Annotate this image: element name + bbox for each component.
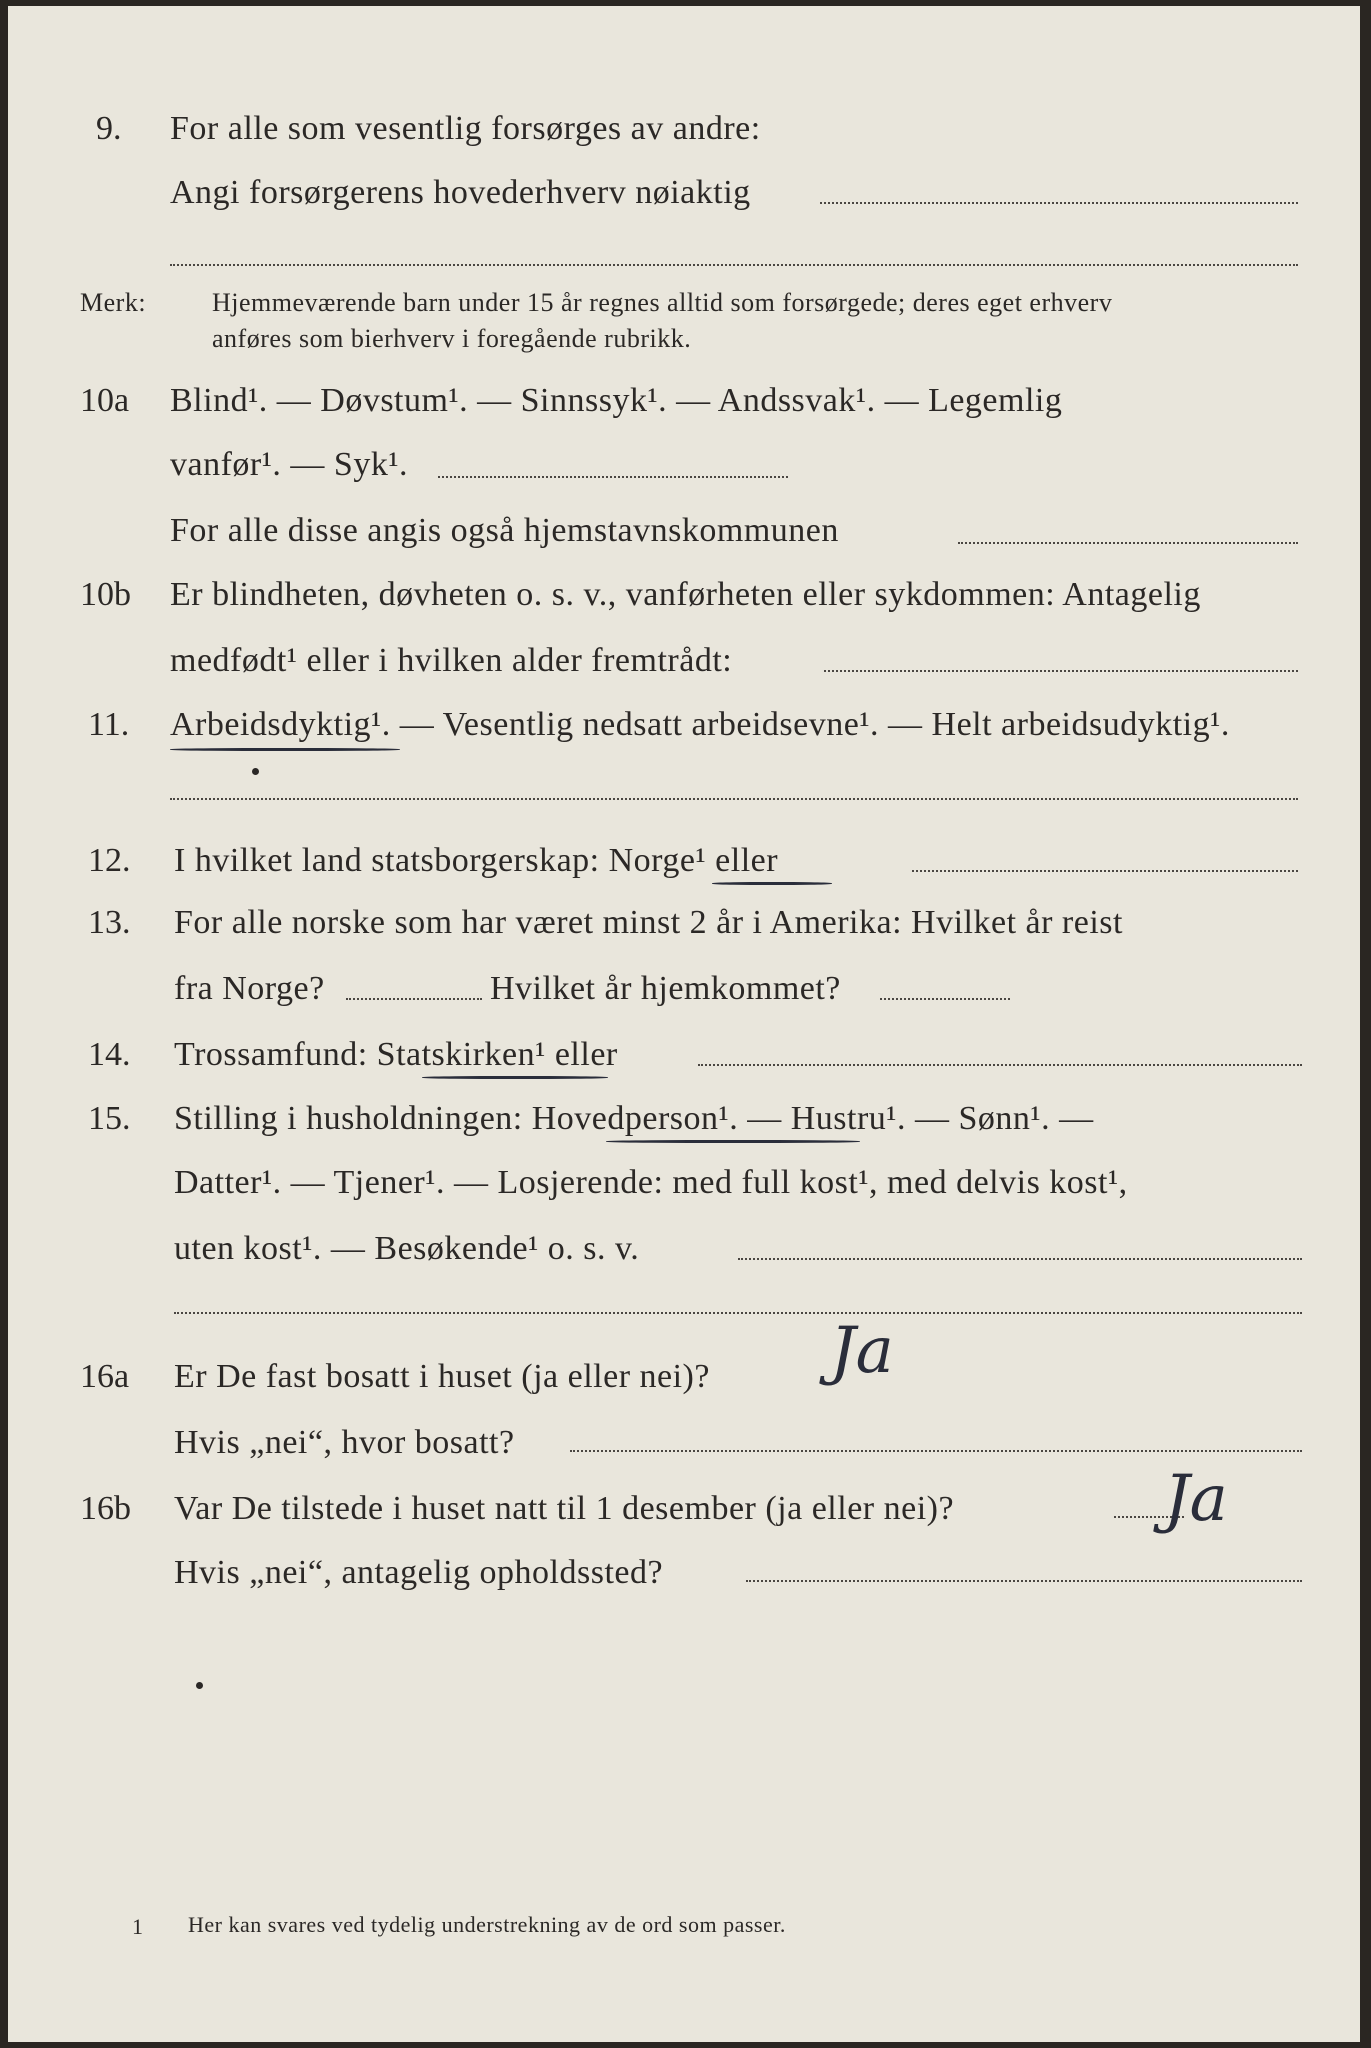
- q14-line1: Trossamfund: Statskirken¹ eller: [174, 1036, 618, 1073]
- q15-answer-field[interactable]: [738, 1258, 1302, 1260]
- q11-number: 11.: [88, 706, 130, 743]
- footnote-text: Her kan svares ved tydelig understrekning av de ord som passer.: [188, 1912, 786, 1937]
- q16a-line2: Hvis „nei“, hvor bosatt?: [174, 1424, 515, 1461]
- q16a-number: 16a: [80, 1358, 130, 1395]
- q12-answer-field[interactable]: [912, 870, 1298, 872]
- q15-number: 15.: [88, 1100, 131, 1137]
- q12-number: 12.: [88, 842, 131, 879]
- q11-answer-field[interactable]: [170, 798, 1298, 800]
- q15-line3: uten kost¹. — Besøkende¹ o. s. v.: [174, 1230, 640, 1267]
- q11-selection-underline: [170, 748, 400, 751]
- q16b-number: 16b: [80, 1490, 131, 1527]
- q15-line2: Datter¹. — Tjener¹. — Losjerende: med full kost¹, med delvis kost¹,: [174, 1164, 1128, 1201]
- q15-line1: Stilling i husholdningen: Hovedperson¹. — Hustru¹. — Sønn¹. —: [174, 1100, 1094, 1137]
- q10a-line3: For alle disse angis også hjemstavnskommunen: [170, 512, 839, 549]
- q16b-opholdssted-field[interactable]: [746, 1580, 1302, 1582]
- q13-line2b: Hvilket år hjemkommet?: [490, 970, 841, 1007]
- q16a-line1: Er De fast bosatt i huset (ja eller nei)?: [174, 1358, 710, 1395]
- q16a-handwritten-answer: Ja: [830, 1314, 894, 1388]
- q12-selection-underline: [712, 882, 832, 885]
- merk-line1: Hjemmeværende barn under 15 år regnes alltid som forsørgede; deres eget erhverv: [212, 288, 1113, 317]
- q13-number: 13.: [88, 904, 131, 941]
- q10b-line1: Er blindheten, døvheten o. s. v., vanførheten eller sykdommen: Antagelig: [170, 576, 1201, 613]
- ink-dot: [252, 768, 259, 775]
- q10b-answer-field[interactable]: [824, 670, 1298, 672]
- q9-line2: Angi forsørgerens hovederhverv nøiaktig: [170, 174, 751, 211]
- q10b-number: 10b: [80, 576, 131, 613]
- footnote-mark: 1: [132, 1914, 144, 1939]
- merk-label: Merk:: [80, 288, 147, 317]
- q13-line1: For alle norske som har været minst 2 år i Amerika: Hvilket år reist: [174, 904, 1123, 941]
- q9-answer-field-2[interactable]: [170, 264, 1298, 266]
- q10a-line2: vanfør¹. — Syk¹.: [170, 446, 409, 483]
- ink-dot: [196, 1682, 203, 1689]
- q16b-handwritten-answer: Ja: [1164, 1462, 1228, 1536]
- q10b-line2: medfødt¹ eller i hvilken alder fremtrådt:: [170, 642, 733, 679]
- merk-line2: anføres som bierhverv i foregående rubrikk.: [212, 324, 692, 353]
- q9-line1: For alle som vesentlig forsørges av andre:: [170, 110, 761, 147]
- q9-answer-field[interactable]: [820, 202, 1298, 204]
- q14-answer-field[interactable]: [698, 1064, 1302, 1066]
- q10a-answer-field[interactable]: [438, 476, 788, 478]
- q10a-line1: Blind¹. — Døvstum¹. — Sinnssyk¹. — Andssvak¹. — Legemlig: [170, 382, 1063, 419]
- q10a-hjemstavn-field[interactable]: [958, 542, 1298, 544]
- q13-hjemkommet-field[interactable]: [880, 998, 1010, 1000]
- q12-line1: I hvilket land statsborgerskap: Norge¹ eller: [174, 842, 779, 879]
- q13-reist-field[interactable]: [346, 998, 482, 1000]
- census-form-page: [8, 6, 1360, 2042]
- q16b-line2: Hvis „nei“, antagelig opholdssted?: [174, 1554, 664, 1591]
- q13-line2a: fra Norge?: [174, 970, 325, 1007]
- q14-selection-underline: [422, 1076, 608, 1079]
- q11-line1: Arbeidsdyktig¹. — Vesentlig nedsatt arbeidsevne¹. — Helt arbeidsudyktig¹.: [170, 706, 1230, 743]
- q15-answer-field-2[interactable]: [174, 1312, 1302, 1314]
- q14-number: 14.: [88, 1036, 131, 1073]
- q16a-answer-field[interactable]: [570, 1450, 1302, 1452]
- q10a-number: 10a: [80, 382, 130, 419]
- q16b-line1: Var De tilstede i huset natt til 1 desember (ja eller nei)?: [174, 1490, 955, 1527]
- q15-selection-underline: [606, 1140, 860, 1143]
- q9-number: 9.: [96, 110, 122, 147]
